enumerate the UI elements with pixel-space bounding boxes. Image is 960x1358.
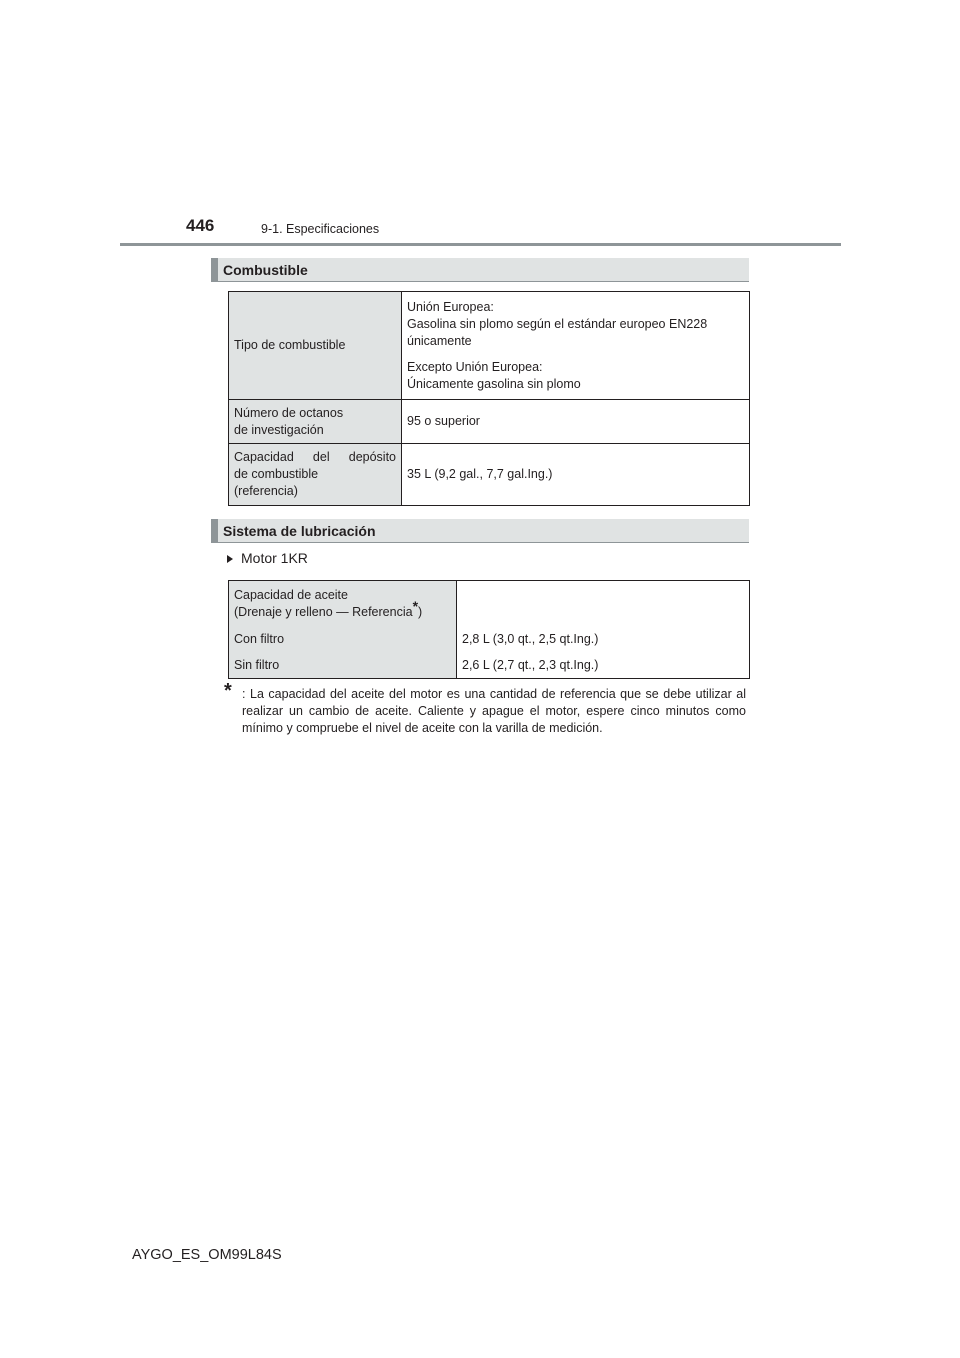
fuel-section-heading xyxy=(211,258,749,282)
octane-value: 95 o superior xyxy=(402,400,750,444)
triangle-bullet-icon xyxy=(227,555,233,563)
octane-label xyxy=(229,400,402,444)
octane-label-line1: Número de octanos xyxy=(234,405,344,420)
footnote-asterisk: * xyxy=(224,680,232,702)
with-filter-value: 2,8 L (3,0 qt., 2,5 qt.Ing.) xyxy=(457,627,750,653)
footnote-asterisk: * xyxy=(412,597,419,614)
table-row xyxy=(229,400,750,444)
oil-title-line2: (Drenaje y relleno — Referencia xyxy=(234,604,413,619)
table-row xyxy=(229,653,750,679)
fuel-type-eu-spec: Gasolina sin plomo según el estándar europeo EN228 únicamente xyxy=(407,316,708,348)
without-filter-label: Sin filtro xyxy=(229,653,457,679)
oil-title-value-cell xyxy=(457,581,750,627)
tank-capacity-label xyxy=(229,444,402,506)
tank-label-line3: (referencia) xyxy=(234,484,298,498)
heading-bar xyxy=(211,258,218,281)
oil-capacity-table xyxy=(228,580,750,679)
table-row xyxy=(229,627,750,653)
fuel-heading-text: Combustible xyxy=(223,262,308,278)
octane-label-line2: de investigación xyxy=(234,422,324,437)
lubrication-heading-text: Sistema de lubricación xyxy=(223,523,376,539)
lubrication-section-heading xyxy=(211,519,749,543)
oil-footnote xyxy=(224,680,746,737)
oil-title-close: ) xyxy=(418,604,423,619)
section-title: 9-1. Especificaciones xyxy=(261,222,380,236)
tank-label-line1: Capacidad del depósito xyxy=(234,450,396,464)
fuel-type-value xyxy=(402,292,750,400)
document-code: AYGO_ES_OM99L84S xyxy=(132,1247,282,1263)
engine-label: Motor 1KR xyxy=(241,550,308,566)
header-divider xyxy=(120,243,841,246)
with-filter-label: Con filtro xyxy=(229,627,457,653)
without-filter-value: 2,6 L (2,7 qt., 2,3 qt.Ing.) xyxy=(457,653,750,679)
table-row xyxy=(229,581,750,627)
table-row xyxy=(229,444,750,506)
tank-label-line2: de combustible xyxy=(234,467,319,481)
page-number: 446 xyxy=(186,216,215,235)
fuel-type-region-other: Excepto Unión Europea: xyxy=(407,359,543,374)
heading-bar xyxy=(211,519,218,542)
oil-title-line1: Capacidad de aceite xyxy=(234,587,348,602)
table-row xyxy=(229,292,750,400)
tank-capacity-value: 35 L (9,2 gal., 7,7 gal.Ing.) xyxy=(402,444,750,506)
oil-capacity-title xyxy=(229,581,457,627)
fuel-type-region-eu: Unión Europea: xyxy=(407,299,494,314)
footnote-text: : La capacidad del aceite del motor es una cantidad de referencia que se debe utilizar al realizar un cambio de aceite. Caliente y apague el motor, espere cinco minutos como mínimo y compruebe el nivel de aceite con la varilla de medición. xyxy=(242,687,746,735)
engine-bullet xyxy=(227,550,308,566)
fuel-spec-table xyxy=(228,291,750,506)
fuel-type-label: Tipo de combustible xyxy=(229,292,402,400)
fuel-type-other-spec: Únicamente gasolina sin plomo xyxy=(407,376,581,391)
